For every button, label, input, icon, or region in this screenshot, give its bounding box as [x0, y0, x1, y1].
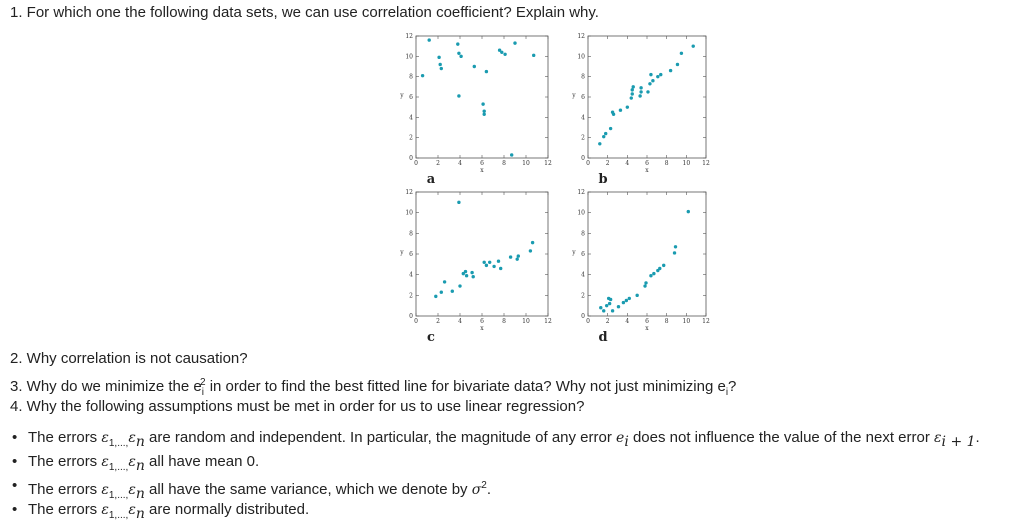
data-point [609, 127, 612, 130]
question-2: 2. Why correlation is not causation? [10, 350, 248, 367]
data-point [659, 73, 662, 76]
data-point [622, 301, 625, 304]
data-point [485, 264, 488, 267]
data-point [599, 306, 602, 309]
data-point [639, 86, 642, 89]
q3-sub-i: i [201, 387, 204, 398]
data-point [509, 255, 512, 258]
b2-range: 1,..., [108, 462, 129, 473]
data-point [451, 290, 454, 293]
b3-sup: 2 [481, 480, 487, 491]
b3-prefix: The errors [28, 481, 102, 498]
x-tick-label: 2 [605, 160, 610, 167]
data-point [605, 304, 608, 307]
y-tick-label: 0 [409, 155, 413, 162]
x-tick-label: 2 [436, 160, 440, 167]
b4-range: 1,..., [108, 510, 129, 521]
data-point [602, 309, 605, 312]
data-point [531, 241, 534, 244]
x-tick-label: 12 [544, 160, 552, 167]
data-point [673, 251, 676, 254]
data-point [638, 94, 641, 97]
y-tick-label: 12 [405, 33, 413, 40]
y-tick-label: 12 [577, 189, 585, 196]
data-point [674, 245, 677, 248]
data-point [626, 105, 629, 108]
b1-i: i [624, 434, 629, 450]
x-axis-label: x [645, 167, 649, 174]
data-point [457, 94, 460, 97]
y-tick-label: 12 [577, 33, 585, 40]
data-point [503, 53, 506, 56]
data-point [619, 109, 622, 112]
data-point [459, 55, 462, 58]
y-tick-label: 8 [409, 230, 413, 238]
data-point [470, 271, 473, 274]
data-point [649, 73, 652, 76]
x-tick-label: 10 [682, 318, 691, 325]
y-tick-label: 6 [409, 251, 413, 258]
data-point [669, 69, 672, 72]
b4-n: n [135, 506, 145, 522]
data-point [651, 79, 654, 82]
x-tick-label: 4 [625, 318, 630, 325]
y-tick-label: 8 [581, 230, 585, 238]
x-axis-label: x [645, 325, 649, 332]
plot-label-d: d [598, 330, 608, 345]
x-tick-label: 8 [664, 160, 669, 167]
x-tick-label: 8 [664, 318, 669, 325]
y-tick-label: 0 [581, 313, 585, 320]
data-point [639, 90, 642, 93]
data-point [483, 113, 486, 116]
data-point [457, 52, 460, 55]
data-point [499, 267, 502, 270]
data-point [625, 299, 628, 302]
b1-prefix: The errors [28, 429, 102, 446]
data-point [492, 265, 495, 268]
data-point [608, 302, 611, 305]
b2-n: n [135, 458, 145, 474]
bullet-icon: • [12, 453, 18, 470]
y-tick-label: 2 [409, 292, 413, 300]
b1-n: n [135, 434, 145, 450]
y-tick-label: 0 [581, 155, 585, 162]
x-tick-label: 0 [414, 160, 418, 167]
data-point [513, 41, 516, 44]
x-tick-label: 6 [645, 160, 649, 167]
y-tick-label: 4 [581, 114, 585, 122]
b2-text: all have mean 0. [144, 453, 260, 470]
b1-e: e [616, 430, 625, 446]
data-point [643, 284, 646, 287]
data-point [472, 275, 475, 278]
x-tick-label: 0 [586, 160, 590, 167]
assumption-2 [10, 452, 980, 476]
data-point [483, 261, 486, 264]
data-point [497, 260, 500, 263]
x-tick-label: 12 [702, 160, 710, 167]
q3-text-1: 3. Why do we minimize the e [10, 378, 202, 395]
data-point [632, 85, 635, 88]
data-point [631, 88, 634, 91]
y-axis-label: y [572, 92, 576, 99]
data-point [644, 281, 647, 284]
data-point [604, 132, 607, 135]
x-axis-label: x [480, 167, 484, 174]
y-tick-label: 6 [581, 94, 585, 101]
data-point [656, 75, 659, 78]
data-point [439, 63, 442, 66]
plot-frame-a [416, 36, 548, 158]
y-tick-label: 10 [405, 209, 413, 217]
data-point [517, 254, 520, 257]
b3-text: all have the same variance, which we denote by [144, 481, 472, 498]
x-tick-label: 6 [480, 160, 484, 167]
plot-label-b: b [598, 172, 608, 187]
y-axis-label: y [572, 249, 576, 256]
y-tick-label: 4 [581, 271, 585, 279]
b1-i-plus-1: i + 1 [941, 434, 976, 450]
x-tick-label: 0 [414, 318, 418, 325]
data-point [481, 102, 484, 105]
assumption-3 [10, 476, 980, 500]
data-point [488, 261, 491, 264]
b4-text: are normally distributed. [144, 501, 310, 518]
data-point [421, 74, 424, 77]
data-point [456, 42, 459, 45]
data-point [440, 291, 443, 294]
x-tick-label: 4 [458, 160, 462, 167]
x-tick-label: 10 [522, 160, 530, 167]
x-tick-label: 0 [586, 318, 590, 325]
y-tick-label: 10 [577, 209, 585, 217]
x-tick-label: 4 [458, 318, 462, 325]
bullet-icon: • [12, 501, 18, 518]
y-tick-label: 4 [409, 114, 413, 122]
data-point [457, 201, 460, 204]
data-point [510, 153, 513, 156]
assumption-1 [10, 428, 980, 452]
y-tick-label: 2 [581, 134, 585, 142]
y-tick-label: 6 [409, 94, 413, 101]
data-point [617, 305, 620, 308]
q3-sub-i-2: i [725, 387, 729, 398]
b1-eps2: ε [934, 430, 942, 446]
data-point [692, 44, 695, 47]
x-tick-label: 12 [544, 318, 552, 325]
data-point [464, 270, 467, 273]
data-point [485, 70, 488, 73]
data-point [440, 67, 443, 70]
b2-eps: ε [101, 454, 109, 470]
data-point [473, 65, 476, 68]
b4-prefix: The errors [28, 501, 102, 518]
data-point [635, 294, 638, 297]
data-point [428, 38, 431, 41]
b1-eps-n: ε [128, 430, 136, 446]
data-point [680, 52, 683, 55]
data-point [609, 298, 612, 301]
y-tick-label: 8 [581, 73, 585, 81]
x-tick-label: 6 [480, 318, 484, 325]
bullet-icon: • [12, 477, 18, 494]
y-tick-label: 2 [409, 134, 413, 142]
data-point [658, 267, 661, 270]
data-point [630, 96, 633, 99]
b3-range: 1,..., [108, 490, 129, 501]
b3-n: n [135, 486, 145, 502]
y-tick-label: 2 [581, 292, 585, 300]
q3-sup-2: 2 [199, 377, 206, 388]
b1-end: . [975, 429, 980, 446]
b4-eps: ε [101, 502, 109, 518]
bullet-icon: • [12, 429, 18, 446]
data-point [611, 309, 614, 312]
b2-eps-n: ε [128, 454, 136, 470]
b3-sigma: σ [471, 482, 482, 498]
data-point [612, 113, 615, 116]
data-point [500, 51, 503, 54]
x-tick-label: 8 [502, 318, 506, 325]
y-axis-label: y [400, 92, 404, 99]
q3-text-2: in order to find the best fitted line for bivariate data? Why not just minimizing e [205, 378, 726, 395]
plot-label-a: a [426, 172, 436, 187]
b1-text: are random and independent. In particular, the magnitude of any error [144, 429, 617, 446]
data-point [434, 295, 437, 298]
data-point [598, 142, 601, 145]
b1-range: 1,..., [108, 438, 129, 449]
data-point [458, 284, 461, 287]
plot-frame-b [588, 36, 706, 158]
data-point [483, 110, 486, 113]
data-point [631, 92, 634, 95]
x-tick-label: 2 [436, 318, 440, 325]
data-point [516, 257, 519, 260]
b2-prefix: The errors [28, 453, 102, 470]
question-1: 1. For which one the following data sets, we can use correlation coefficient? Explain why. [10, 4, 599, 21]
data-point [465, 274, 468, 277]
x-tick-label: 2 [605, 318, 610, 325]
y-tick-label: 0 [409, 313, 413, 320]
y-tick-label: 4 [409, 271, 413, 279]
data-point [648, 82, 651, 85]
data-point [687, 210, 690, 213]
y-tick-label: 10 [577, 53, 585, 61]
b1-eps: ε [101, 430, 109, 446]
b3-eps-n: ε [128, 482, 136, 498]
data-point [676, 63, 679, 66]
data-point [437, 56, 440, 59]
x-axis-label: x [480, 325, 484, 332]
x-tick-label: 6 [645, 318, 649, 325]
data-point [443, 280, 446, 283]
data-point [662, 264, 665, 267]
data-point [652, 272, 655, 275]
x-tick-label: 8 [502, 160, 506, 167]
data-point [532, 54, 535, 57]
question-4: 4. Why the following assumptions must be met in order for us to use linear regression? [10, 398, 585, 415]
data-point [646, 90, 649, 93]
assumption-list [10, 428, 980, 524]
data-point [649, 274, 652, 277]
y-tick-label: 12 [405, 189, 413, 196]
y-tick-label: 6 [581, 251, 585, 258]
b3-end: . [486, 481, 492, 498]
x-tick-label: 4 [625, 160, 630, 167]
data-point [529, 249, 532, 252]
b4-eps-n: ε [128, 502, 136, 518]
y-tick-label: 8 [409, 73, 413, 81]
x-tick-label: 12 [702, 318, 710, 325]
data-point [628, 297, 631, 300]
assumption-4 [10, 500, 980, 524]
b1-text2: does not influence the value of the next error [628, 429, 934, 446]
plot-label-c: c [427, 330, 435, 345]
b3-eps: ε [101, 482, 109, 498]
y-tick-label: 10 [405, 53, 413, 61]
data-point [602, 135, 605, 138]
x-tick-label: 10 [522, 318, 530, 325]
q3-text-3: ? [728, 378, 737, 395]
y-axis-label: y [400, 249, 404, 256]
x-tick-label: 10 [682, 160, 691, 167]
